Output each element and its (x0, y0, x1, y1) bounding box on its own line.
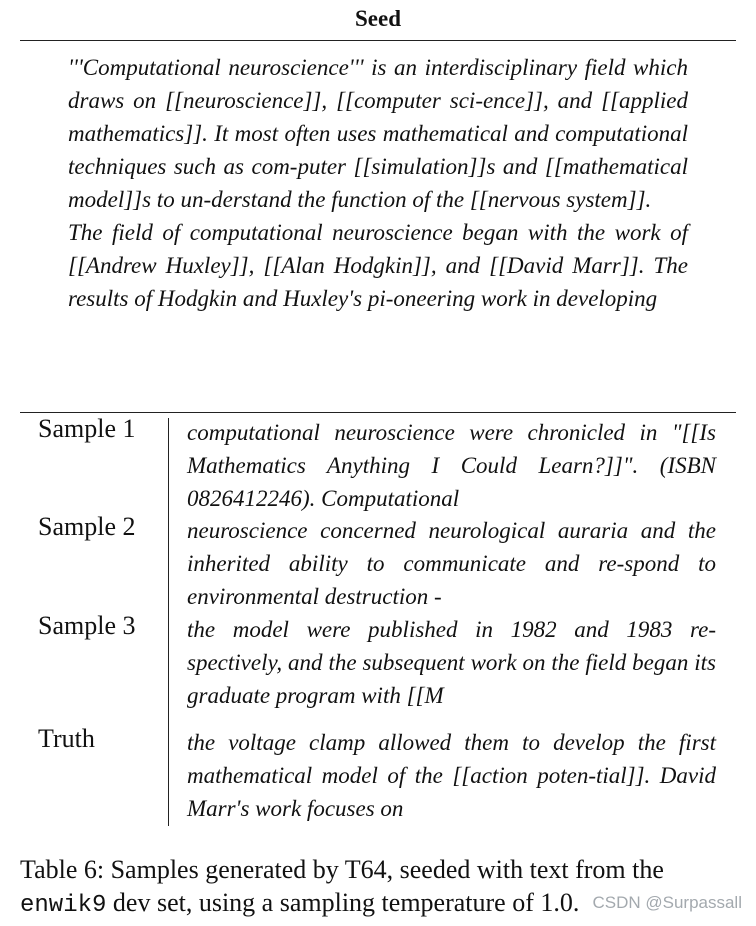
seed-text (68, 51, 688, 315)
truth-label: Truth (38, 724, 95, 753)
sample-2-text: neuroscience concerned neurological auraria and the inherited ability to communicate and re-spond to environmental destruction - (187, 518, 716, 609)
watermark: CSDN @Surpassall (592, 893, 742, 912)
samples-rule (20, 412, 736, 413)
caption-suffix: dev set, using a sampling temperature of 1.0. (106, 888, 580, 917)
column-divider (168, 418, 169, 826)
sample-3-label: Sample 3 (38, 611, 136, 640)
sample-1-text: computational neuroscience were chronicled in "[[Is Mathematics Anything I Could Learn?]]". (ISBN 0826412246). Computational (187, 420, 716, 511)
seed-paragraph-2: The field of computational neuroscience began with the work of [[Andrew Huxley]], [[Alan Hodgkin]], and [[David Marr]]. The results of Hodgkin and Huxley's pi-oneering work in developing (68, 220, 688, 311)
top-rule (20, 40, 736, 41)
sample-3-text: the model were published in 1982 and 1983 re-spectively, and the subsequent work on the field began its graduate program with [[M (187, 617, 716, 708)
seed-paragraph-1: '''Computational neuroscience''' is an interdisciplinary field which draws on [[neuroscience]], [[computer sci-ence]], and [[applied mathematics]]. It most often uses mathematical and computational techniques such as com-puter [[simulation]]s and [[mathematical model]]s to un-derstand the function of the [[nervous system]]. (68, 55, 688, 212)
sample-2-label: Sample 2 (38, 512, 136, 541)
seed-header: Seed (355, 6, 401, 31)
caption-code: enwik9 (20, 892, 107, 919)
truth-text: the voltage clamp allowed them to develop the first mathematical model of the [[action poten-tial]]. David Marr's work focuses on (187, 730, 716, 821)
sample-1-label: Sample 1 (38, 414, 136, 443)
caption-prefix: Table 6: Samples generated by T64, seeded with text from the (20, 855, 664, 884)
